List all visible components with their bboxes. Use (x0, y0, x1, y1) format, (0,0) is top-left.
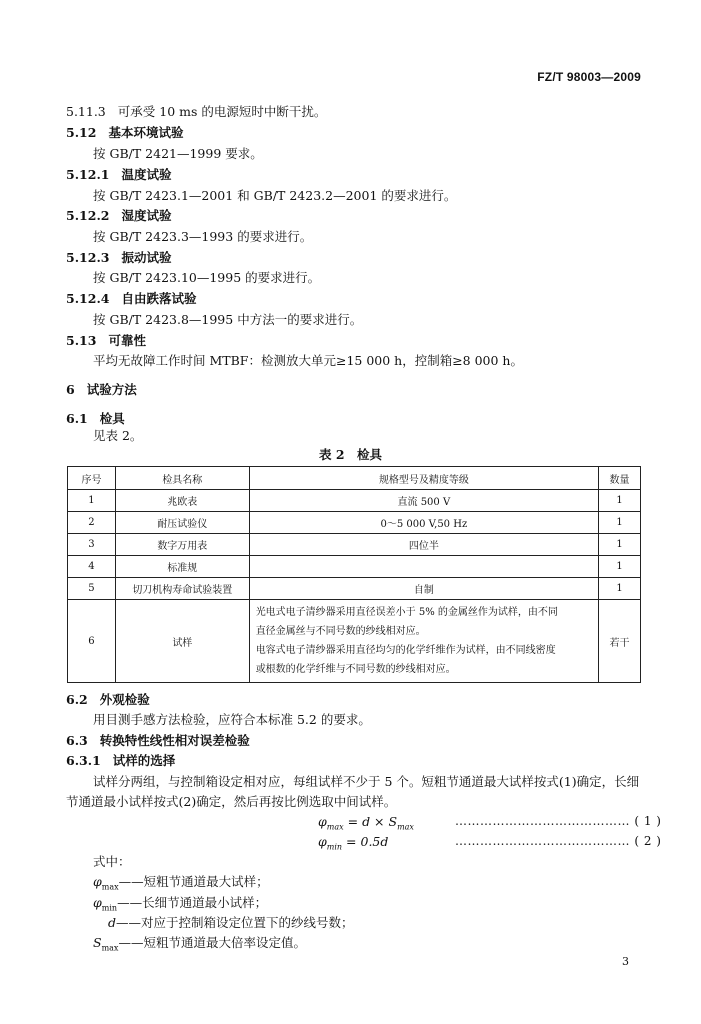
column-header: 序号 (68, 467, 116, 490)
cell-spec (249, 600, 598, 683)
clause-text: 可承受 10 ms 的电源短时中断干扰。 (117, 104, 327, 119)
where-item (108, 915, 354, 931)
clause-title: 可靠性 (108, 333, 146, 348)
clause-number: 5.12.2 (66, 208, 110, 223)
chapter-6 (66, 382, 137, 398)
clause-number: 5.11.3 (66, 104, 106, 119)
cell-spec (249, 556, 598, 578)
clause-body: 按 GB/T 2423.3—1993 的要求进行。 (93, 229, 313, 244)
standard-number: FZ/T 98003—2009 (537, 70, 641, 84)
clause-number: 5.12.4 (66, 291, 110, 306)
clause-title: 基本环境试验 (108, 125, 184, 140)
table-row (68, 490, 641, 512)
table-header-row (68, 467, 641, 490)
clause-title: 湿度试验 (121, 208, 172, 223)
formula-lhs-sub: max (326, 822, 344, 832)
clause-number: 5.12.1 (66, 167, 110, 182)
formula-lhs: φ (318, 814, 327, 829)
clause-number: 5.12.3 (66, 250, 110, 265)
where-symbol: S (93, 935, 102, 950)
clause-5-12-2 (66, 208, 172, 224)
clause-number: 6.1 (66, 411, 88, 426)
where-symbol: d (108, 915, 117, 930)
clause-body: 按 GB/T 2423.8—1995 中方法一的要求进行。 (93, 312, 363, 327)
clause-5-13 (66, 333, 146, 349)
formula-number: ( 1 ) (634, 814, 662, 828)
formula-rhs: = 0.5d (346, 834, 389, 849)
clause-title: 振动试验 (121, 250, 172, 265)
spec-line: 电容式电子清纱器采用直径均匀的化学纤维作为试样，由不同线密度 (255, 645, 556, 656)
formula-number: ( 2 ) (634, 834, 662, 848)
where-symbol-sub: min (101, 903, 118, 913)
where-desc: ——长细节通道最小试样； (117, 895, 268, 910)
table-row (68, 512, 641, 534)
clause-6-3 (66, 733, 250, 749)
table-caption: 表 2 检具 (318, 447, 383, 462)
cell-qty: 1 (599, 512, 641, 534)
clause-5-12-1 (66, 167, 172, 183)
column-header: 规格型号及精度等级 (249, 467, 598, 490)
cell-name: 兆欧表 (115, 490, 249, 512)
spec-line: 或根数的化学纤维与不同号数的纱线相对应。 (255, 664, 456, 675)
clause-5-12-3 (66, 250, 172, 266)
cell-no: 2 (68, 512, 116, 534)
clause-5-12-4 (66, 291, 197, 307)
cell-qty: 1 (599, 534, 641, 556)
column-header: 数量 (599, 467, 641, 490)
where-symbol-sub: max (101, 882, 119, 892)
formula-lhs: φ (318, 834, 327, 849)
clause-body: 平均无故障工作时间 MTBF：检测放大单元≥15 000 h，控制箱≥8 000 h。 (93, 353, 523, 368)
where-desc: ——对应于控制箱设定位置下的纱线号数； (116, 915, 354, 930)
spec-line: 直径金属丝与不同号数的纱线相对应。 (255, 626, 426, 637)
clause-number: 6.3 (66, 733, 88, 748)
cell-no: 3 (68, 534, 116, 556)
table-row (68, 578, 641, 600)
cell-spec: 自制 (249, 578, 598, 600)
where-desc: ——短粗节通道最大试样； (118, 874, 269, 889)
where-item (93, 874, 269, 896)
cell-spec: 直流 500 V (249, 490, 598, 512)
clause-5-12 (66, 125, 183, 141)
clause-body: 见表 2。 (93, 428, 143, 443)
where-item (93, 895, 267, 917)
clause-title: 温度试验 (121, 167, 172, 182)
table-row (68, 534, 641, 556)
cell-spec: 四位半 (249, 534, 598, 556)
clause-title: 转换特性线性相对误差检验 (99, 733, 250, 748)
clause-6-2 (66, 692, 150, 708)
clause-number: 6 (66, 382, 75, 397)
cell-name: 耐压试验仪 (115, 512, 249, 534)
clause-body: 用目测手感方法检验，应符合本标准 5.2 的要求。 (93, 712, 371, 727)
formula-lhs-sub: min (326, 842, 343, 852)
clause-body: 按 GB/T 2423.10—1995 的要求进行。 (93, 270, 321, 285)
formula-rhs-sub: max (397, 822, 414, 832)
clause-title: 试样的选择 (112, 753, 176, 768)
cell-no: 5 (68, 578, 116, 600)
clause-title: 检具 (99, 411, 125, 426)
where-symbol: φ (93, 895, 102, 910)
clause-6-1 (66, 411, 125, 427)
clause-title: 外观检验 (99, 692, 150, 707)
table-row (68, 556, 641, 578)
formula-2 (318, 834, 388, 852)
where-symbol: φ (93, 874, 102, 889)
where-label: 式中： (93, 854, 131, 869)
formula-1 (318, 814, 414, 832)
cell-qty: 若干 (599, 600, 641, 683)
cell-no: 6 (68, 600, 116, 683)
clause-body: 按 GB/T 2421—1999 要求。 (93, 146, 263, 161)
chapter-title: 试验方法 (86, 382, 137, 397)
clause-body: 按 GB/T 2423.1—2001 和 GB/T 2423.2—2001 的要求进行。 (93, 188, 457, 203)
instruments-table (67, 466, 641, 683)
spec-line: 光电式电子清纱器采用直径误差小于 5% 的金属丝作为试样，由不同 (255, 607, 558, 618)
formula-1-leader: …………………………………… ( 1 ) (455, 814, 662, 828)
cell-qty: 1 (599, 556, 641, 578)
cell-qty: 1 (599, 578, 641, 600)
cell-spec: 0～5 000 V,50 Hz (249, 512, 598, 534)
clause-body-continued: 节通道最小试样按式(2)确定，然后再按比例选取中间试样。 (66, 794, 397, 809)
table-row (68, 600, 641, 683)
clause-body: 试样分两组，与控制箱设定相对应，每组试样不少于 5 个。短粗节通道最大试样按式(1)确定，长细 (93, 774, 640, 789)
cell-no: 4 (68, 556, 116, 578)
cell-name: 数字万用表 (115, 534, 249, 556)
clause-number: 5.13 (66, 333, 97, 348)
cell-qty: 1 (599, 490, 641, 512)
cell-no: 1 (68, 490, 116, 512)
formula-2-leader: …………………………………… ( 2 ) (455, 834, 662, 848)
cell-name: 切刀机构寿命试验装置 (115, 578, 249, 600)
column-header: 检具名称 (115, 467, 249, 490)
cell-name: 标准规 (115, 556, 249, 578)
clause-5-11-3 (66, 104, 326, 120)
where-desc: ——短粗节通道最大倍率设定值。 (118, 935, 306, 950)
where-item (93, 935, 306, 957)
clause-number: 5.12 (66, 125, 97, 140)
formula-rhs: = d × S (347, 814, 398, 829)
clause-number: 6.3.1 (66, 753, 101, 768)
where-symbol-sub: max (101, 943, 119, 953)
clause-number: 6.2 (66, 692, 88, 707)
cell-name: 试样 (115, 600, 249, 683)
clause-6-3-1 (66, 753, 175, 769)
page-number: 3 (622, 955, 629, 968)
clause-title: 自由跌落试验 (121, 291, 197, 306)
